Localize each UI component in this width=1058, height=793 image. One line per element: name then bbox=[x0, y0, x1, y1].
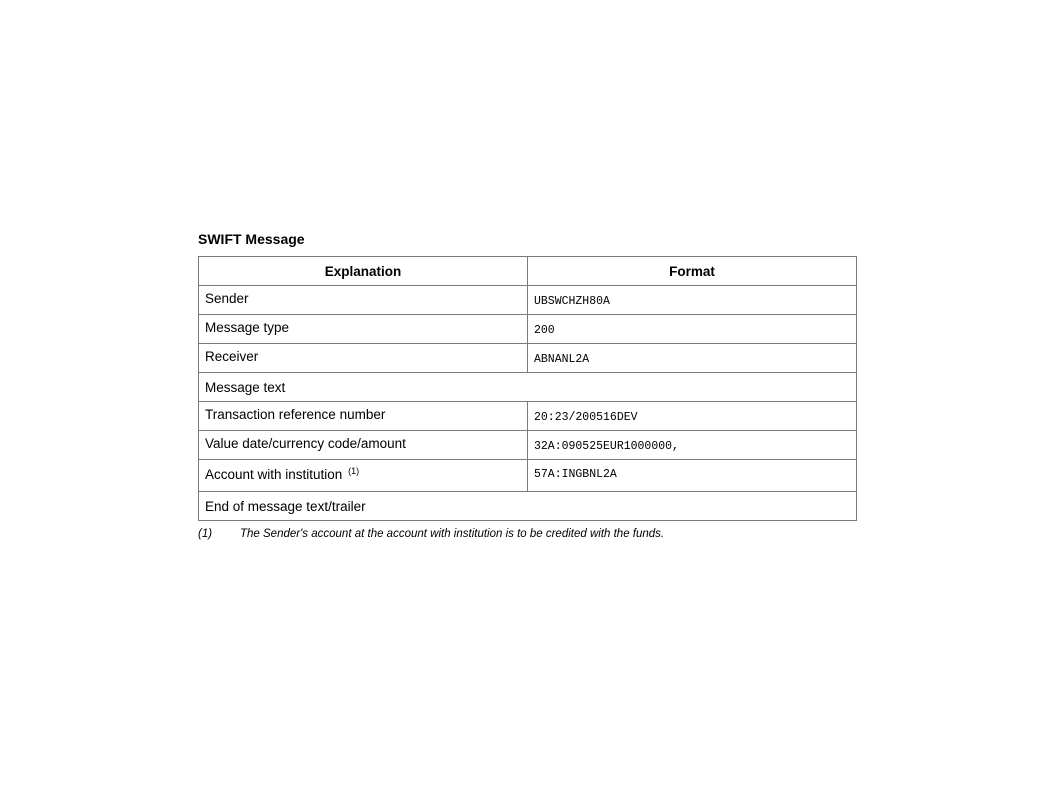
document bbox=[198, 230, 856, 540]
footnote-mark: (1) bbox=[198, 528, 213, 540]
footnote bbox=[198, 528, 856, 540]
explanation-cell bbox=[199, 460, 528, 492]
explanation-text: Account with institution bbox=[205, 467, 343, 482]
explanation-cell: Sender bbox=[199, 286, 528, 315]
format-cell: 20:23/200516DEV bbox=[528, 402, 857, 431]
format-cell: UBSWCHZH80A bbox=[528, 286, 857, 315]
format-cell: ABNANL2A bbox=[528, 344, 857, 373]
table-row bbox=[199, 402, 857, 431]
footnote-reference: (1) bbox=[348, 466, 360, 476]
table-row bbox=[199, 315, 857, 344]
section-title: SWIFT Message bbox=[198, 231, 305, 247]
table-row bbox=[199, 373, 857, 402]
column-header-format: Format bbox=[528, 257, 857, 286]
explanation-cell: Receiver bbox=[199, 344, 528, 373]
section-row-cell: Message text bbox=[199, 373, 857, 402]
swift-message-table bbox=[198, 256, 857, 521]
format-cell: 200 bbox=[528, 315, 857, 344]
table-row bbox=[199, 492, 857, 521]
explanation-cell: Message type bbox=[199, 315, 528, 344]
column-header-explanation: Explanation bbox=[199, 257, 528, 286]
table-row bbox=[199, 286, 857, 315]
table-row bbox=[199, 344, 857, 373]
format-cell: 32A:090525EUR1000000, bbox=[528, 431, 857, 460]
table-header-row bbox=[199, 257, 857, 286]
table-row bbox=[199, 431, 857, 460]
explanation-cell: Value date/currency code/amount bbox=[199, 431, 528, 460]
format-cell: 57A:INGBNL2A bbox=[528, 460, 857, 492]
section-row-cell: End of message text/trailer bbox=[199, 492, 857, 521]
explanation-cell: Transaction reference number bbox=[199, 402, 528, 431]
table-row bbox=[199, 460, 857, 492]
footnote-text: The Sender's account at the account with institution is to be credited with the funds. bbox=[240, 528, 665, 540]
